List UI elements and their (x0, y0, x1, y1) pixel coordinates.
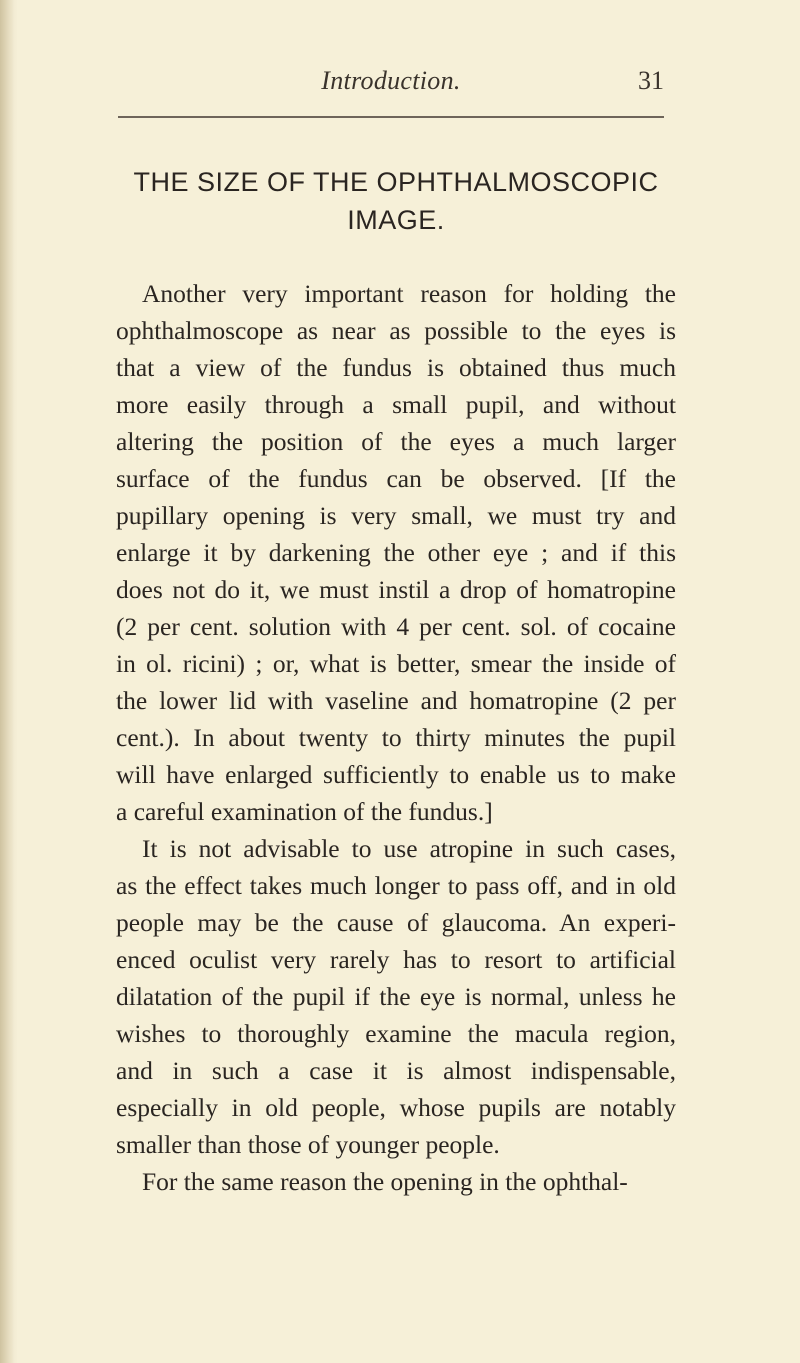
text-line: pupillary opening is very small, we must try and (116, 501, 676, 530)
text-line: altering the position of the eyes a much larger (116, 427, 676, 456)
text-line: and in such a case it is almost indispensable, (116, 1056, 676, 1085)
running-title: Introduction. (321, 66, 461, 95)
text-line: the lower lid with vaseline and homatropine (2 per (116, 686, 676, 715)
text-line: people may be the cause of glaucoma. An experi- (116, 908, 676, 937)
page-gutter-shadow (0, 0, 14, 1363)
text-line: more easily through a small pupil, and without (116, 390, 676, 419)
text-line: especially in old people, whose pupils are notably (116, 1093, 676, 1122)
section-heading-line-2: IMAGE. (347, 205, 445, 235)
text-line: wishes to thoroughly examine the macula region, (116, 1019, 676, 1048)
running-head (118, 66, 664, 106)
text-line: as the effect takes much longer to pass off, and in old (116, 871, 676, 900)
text-line: It is not advisable to use atropine in such cases, (142, 834, 676, 863)
text-line: surface of the fundus can be observed. [If the (116, 464, 676, 493)
text-line: ophthalmoscope as near as possible to the eyes is (116, 316, 676, 345)
text-line: a careful examination of the fundus.] (116, 797, 493, 826)
text-line: enlarge it by darkening the other eye ; and if this (116, 538, 676, 567)
text-line: (2 per cent. solution with 4 per cent. sol. of cocaine (116, 612, 676, 641)
section-heading (116, 163, 676, 239)
text-line: Another very important reason for holding the (142, 279, 676, 308)
text-line: does not do it, we must instil a drop of homatropine (116, 575, 676, 604)
body-text (116, 275, 676, 1200)
text-line: smaller than those of younger people. (116, 1130, 500, 1159)
text-line: For the same reason the opening in the ophthal- (142, 1167, 628, 1196)
header-rule (118, 116, 664, 118)
text-line: cent.). In about twenty to thirty minutes the pupil (116, 723, 676, 752)
text-line: will have enlarged sufficiently to enable us to make (116, 760, 676, 789)
text-line: dilatation of the pupil if the eye is normal, unless he (116, 982, 676, 1011)
text-line: enced oculist very rarely has to resort to artificial (116, 945, 676, 974)
text-line: that a view of the fundus is obtained thus much (116, 353, 676, 382)
page-number: 31 (638, 66, 664, 95)
text-line: in ol. ricini) ; or, what is better, smear the inside of (116, 649, 676, 678)
section-heading-line-1: THE SIZE OF THE OPHTHALMOSCOPIC (133, 167, 659, 197)
